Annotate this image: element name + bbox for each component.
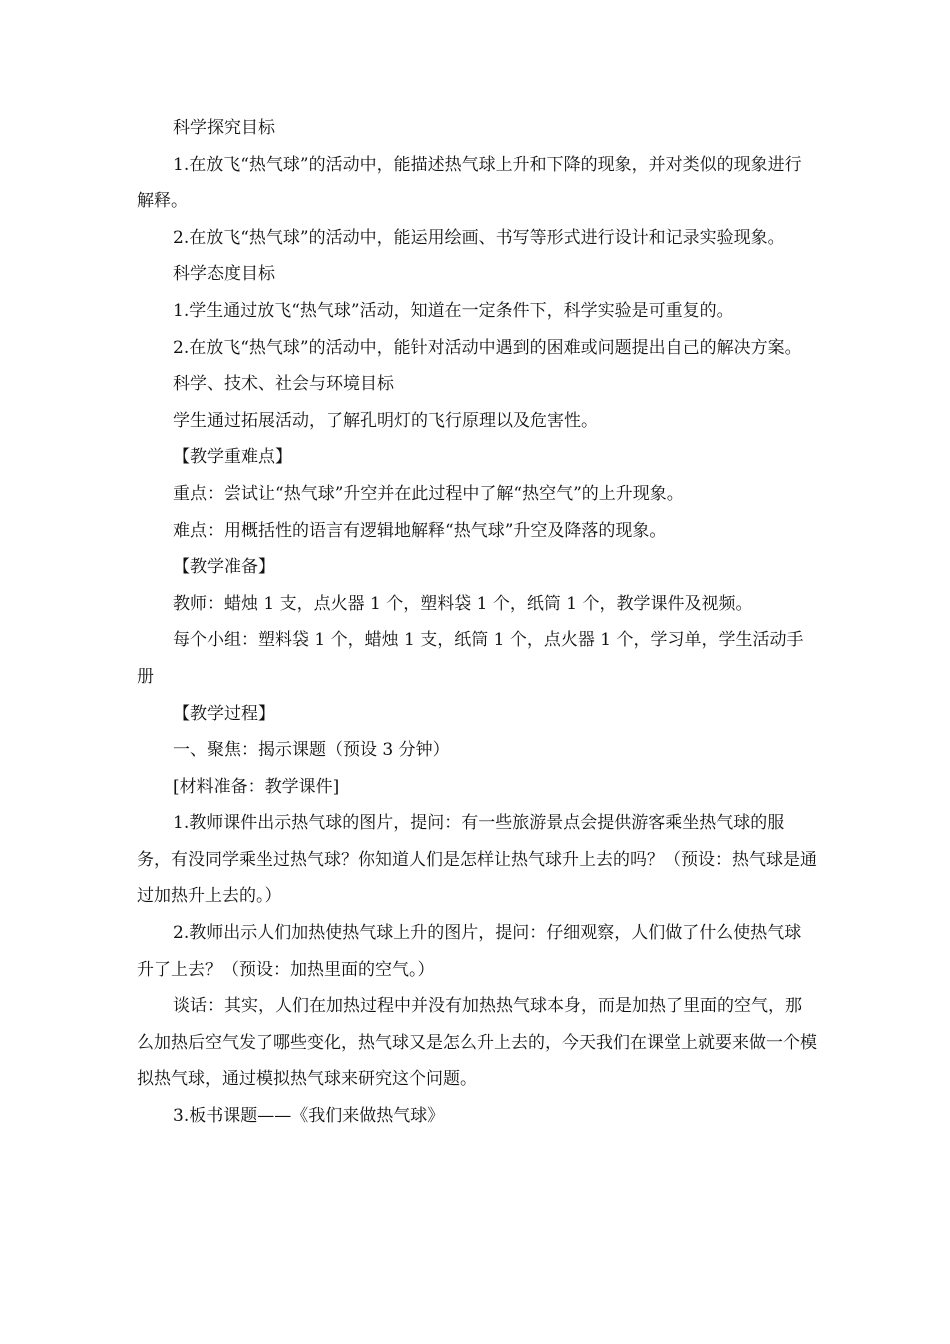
heading-science-attitude-goals: 科学态度目标 <box>173 264 275 285</box>
heading-focus-section: 一、聚焦：揭示课题（预设 3 分钟） <box>173 740 450 761</box>
paragraph-conversation: 谈话：其实，人们在加热过程中并没有加热热气球本身，而是加热了里面的空气，那么加热后空气发了哪些变化，热气球又是怎么升上去的，今天我们在课堂上就要来做一个模拟热气球，通过模拟热气球来研究这个问题。 <box>137 996 817 1090</box>
heading-key-difficult-points: 【教学重难点】 <box>173 447 292 468</box>
paragraph-teacher-materials: 教师：蜡烛 1 支，点火器 1 个，塑料袋 1 个，纸筒 1 个，教学课件及视频。 <box>173 593 753 614</box>
paragraph-group-materials: 每个小组：塑料袋 1 个，蜡烛 1 支，纸筒 1 个，点火器 1 个，学习单，学生活动手册 <box>137 630 804 687</box>
heading-science-inquiry-goals: 科学探究目标 <box>173 118 275 138</box>
paragraph-inquiry-goal-2: 2.在放飞“热气球”的活动中，能运用绘画、书写等形式进行设计和记录实验现象。 <box>173 227 785 248</box>
paragraph-process-step-1: 1.教师课件出示热气球的图片，提问：有一些旅游景点会提供游客乘坐热气球的服务，有没同学乘坐过热气球？你知道人们是怎样让热气球升上去的吗？（预设：热气球是通过加热升上去的。） <box>137 813 817 907</box>
paragraph-key-point: 重点：尝试让“热气球”升空并在此过程中了解“热空气”的上升现象。 <box>173 483 684 504</box>
document-body <box>137 110 817 1135</box>
paragraph-difficult-point: 难点：用概括性的语言有逻辑地解释“热气球”升空及降落的现象。 <box>173 520 667 541</box>
paragraph-inquiry-goal-1: 1.在放飞“热气球”的活动中，能描述热气球上升和下降的现象，并对类似的现象进行解释。 <box>137 154 802 212</box>
paragraph-process-step-3: 3.板书课题——《我们来做热气球》 <box>173 1106 445 1127</box>
heading-teaching-process: 【教学过程】 <box>173 703 275 724</box>
paragraph-process-step-2: 2.教师出示人们加热使热气球上升的图片，提问：仔细观察，人们做了什么使热气球升了上去？（预设：加热里面的空气。） <box>137 923 802 980</box>
paragraph-attitude-goal-2: 2.在放飞“热气球”的活动中，能针对活动中遇到的困难或问题提出自己的解决方案。 <box>173 337 802 358</box>
heading-teaching-preparation: 【教学准备】 <box>173 557 275 578</box>
paragraph-stse-goal: 学生通过拓展活动，了解孔明灯的飞行原理以及危害性。 <box>173 410 598 431</box>
heading-stse-goals: 科学、技术、社会与环境目标 <box>173 374 394 395</box>
paragraph-attitude-goal-1: 1.学生通过放飞“热气球”活动，知道在一定条件下，科学实验是可重复的。 <box>173 300 734 321</box>
paragraph-material-preparation: [材料准备：教学课件] <box>173 776 340 797</box>
